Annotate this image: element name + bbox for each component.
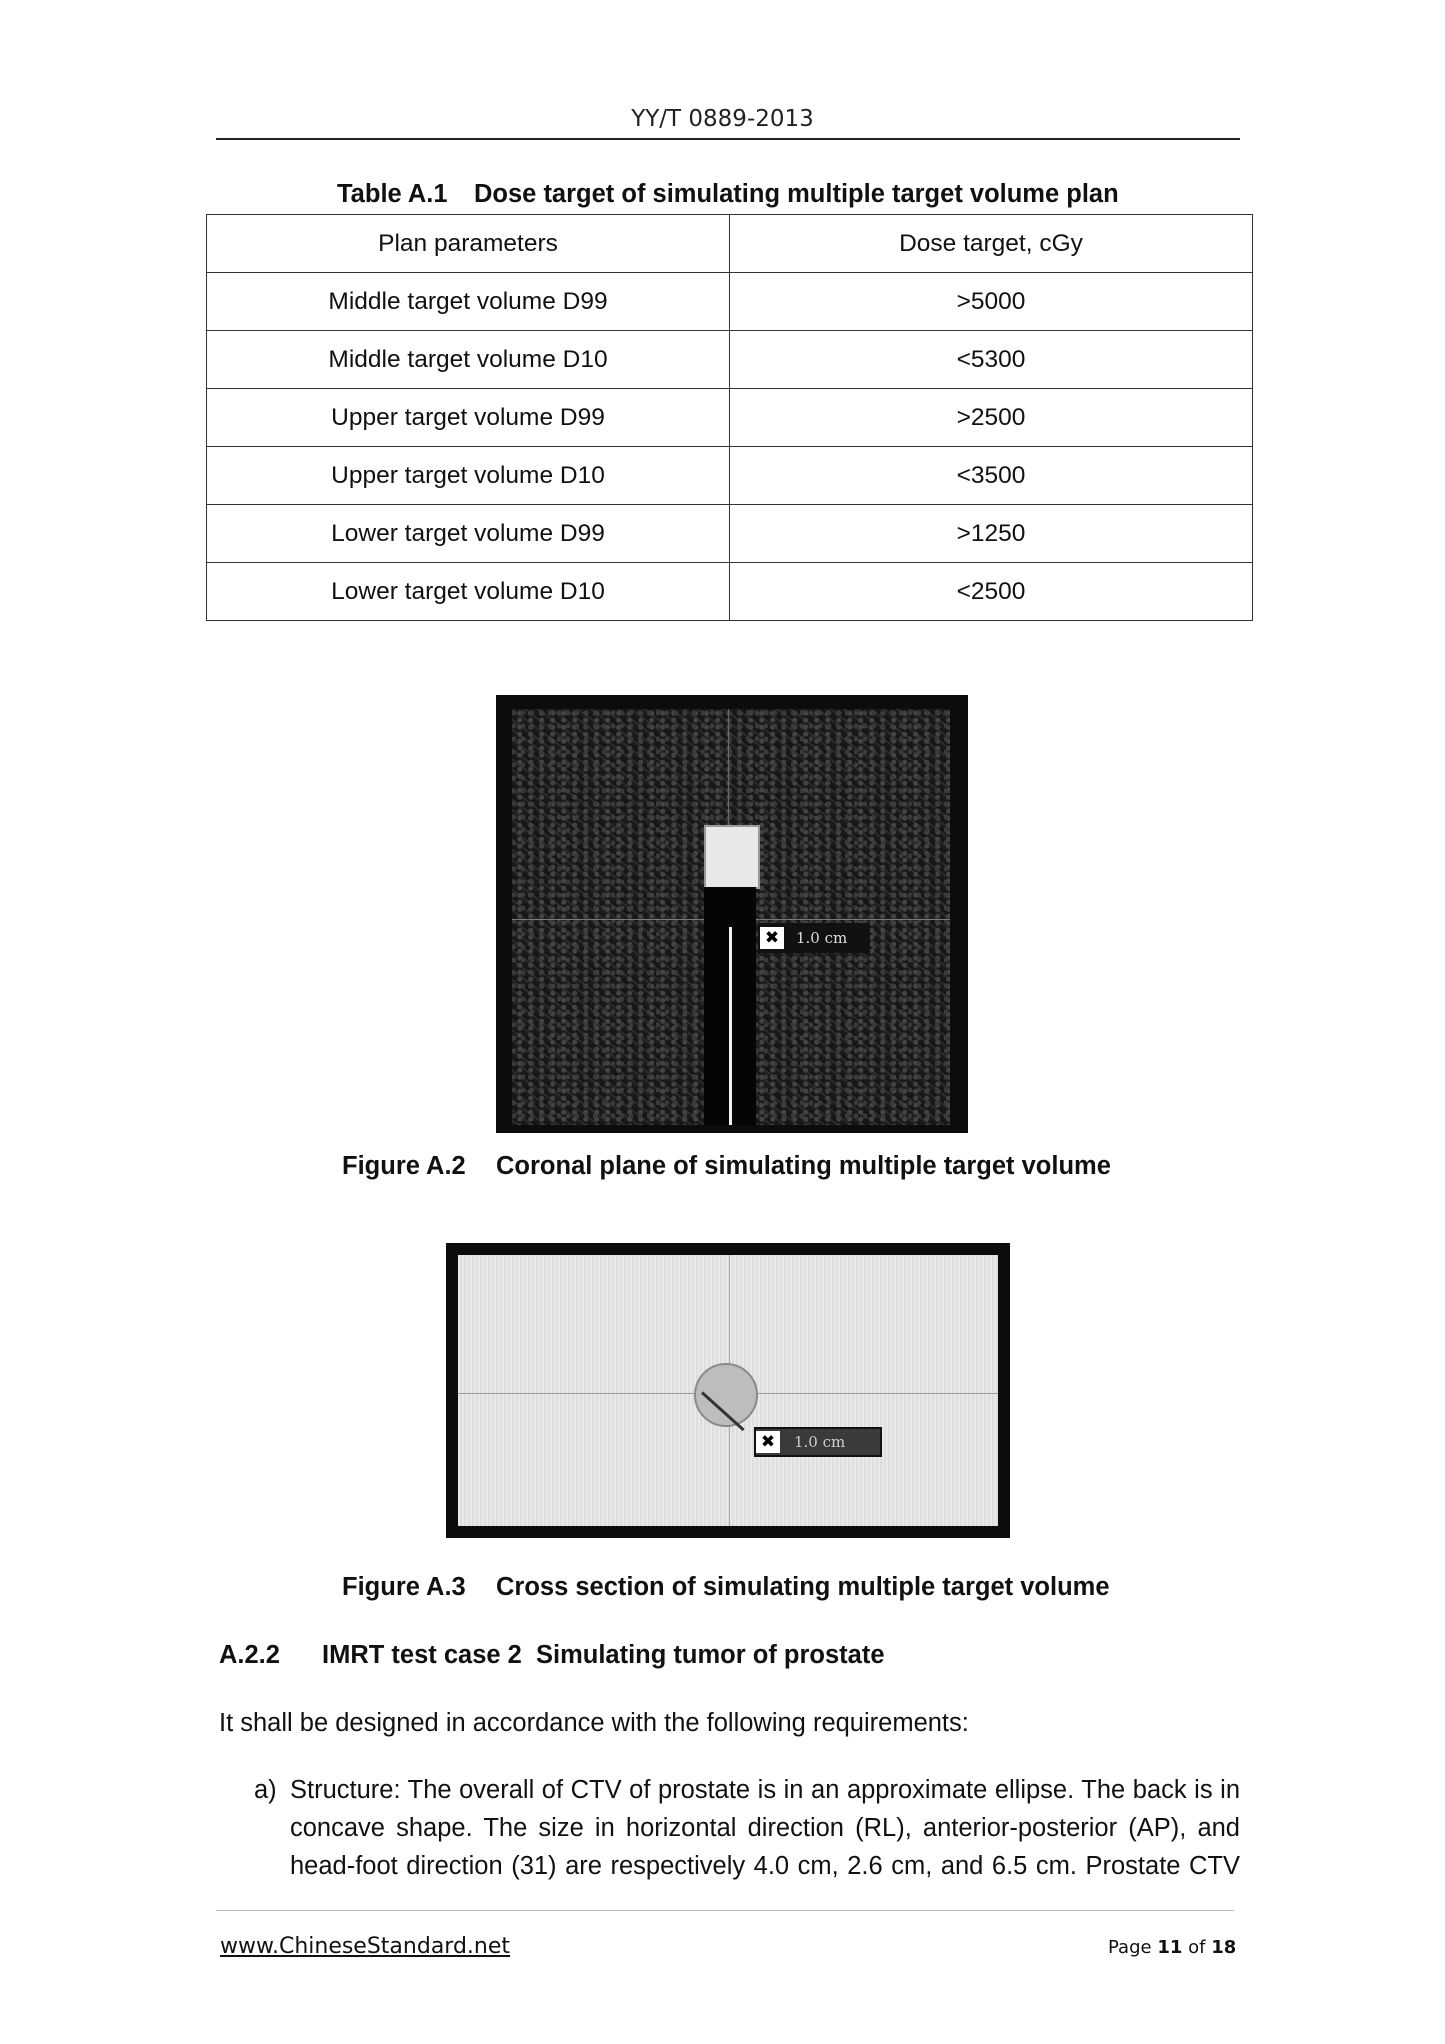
figure-a3-title: Cross section of simulating multiple target volume: [496, 1573, 1110, 1601]
section-number: A.2.2: [219, 1641, 280, 1669]
page-prefix: Page: [1108, 1937, 1152, 1958]
dose-target-cell: <3500: [730, 447, 1253, 505]
dose-target-cell: >2500: [730, 389, 1253, 447]
table-row: [207, 389, 1253, 447]
table-row: [207, 505, 1253, 563]
standard-code-header: YY/T 0889-2013: [631, 106, 814, 132]
dose-target-cell: <2500: [730, 563, 1253, 621]
scale-indicator: [754, 1427, 882, 1457]
close-icon: ✖: [756, 1431, 780, 1453]
table-caption-title: Dose target of simulating multiple target volume plan: [474, 180, 1119, 208]
measurement-line: [729, 927, 732, 1125]
table-row: [207, 273, 1253, 331]
figure-a2-title: Coronal plane of simulating multiple target volume: [496, 1152, 1111, 1180]
table-row: [207, 447, 1253, 505]
dose-target-cell: >5000: [730, 273, 1253, 331]
table-header-row: [207, 215, 1253, 273]
footer-rule: [216, 1910, 1234, 1911]
table-row: [207, 563, 1253, 621]
table-row: [207, 331, 1253, 389]
middle-target-volume: [704, 825, 760, 889]
column-header-plan-parameters: Plan parameters: [207, 215, 730, 273]
list-item-marker: a): [254, 1776, 277, 1804]
dose-target-cell: >1250: [730, 505, 1253, 563]
plan-parameter-cell: Middle target volume D10: [207, 331, 730, 389]
close-icon: ✖: [760, 927, 784, 949]
list-item-a-line-2: concave shape. The size in horizontal direction (RL), anterior-posterior (AP), and: [290, 1814, 1240, 1842]
coronal-plane-figure: [496, 695, 968, 1133]
column-header-dose-target: Dose target, cGy: [730, 215, 1253, 273]
page-total: 18: [1211, 1937, 1237, 1958]
figure-a3-number: Figure A.3: [342, 1573, 466, 1601]
figure-a2-number: Figure A.2: [342, 1152, 466, 1180]
scale-label: 1.0 cm: [794, 1433, 846, 1451]
dose-target-table: [206, 214, 1253, 621]
plan-parameter-cell: Middle target volume D99: [207, 273, 730, 331]
table-caption-number: Table A.1: [337, 180, 448, 208]
page-of: of: [1188, 1937, 1206, 1958]
list-item-a-line-3: head-foot direction (31) are respectively 4.0 cm, 2.6 cm, and 6.5 cm. Prostate CTV: [290, 1852, 1240, 1880]
scale-indicator: [758, 923, 870, 953]
header-rule: [216, 138, 1240, 140]
page-indicator: [1108, 1937, 1236, 1958]
page-current: 11: [1157, 1937, 1183, 1958]
list-item-a-line-1: Structure: The overall of CTV of prostate is in an approximate ellipse. The back is in: [290, 1776, 1240, 1804]
plan-parameter-cell: Upper target volume D10: [207, 447, 730, 505]
website-link[interactable]: www.ChineseStandard.net: [220, 1934, 511, 1959]
scale-label: 1.0 cm: [796, 929, 848, 947]
section-title: IMRT test case 2 Simulating tumor of prostate: [322, 1641, 885, 1669]
plan-parameter-cell: Lower target volume D99: [207, 505, 730, 563]
plan-parameter-cell: Upper target volume D99: [207, 389, 730, 447]
plan-parameter-cell: Lower target volume D10: [207, 563, 730, 621]
dose-target-cell: <5300: [730, 331, 1253, 389]
intro-paragraph: It shall be designed in accordance with the following requirements:: [219, 1709, 969, 1737]
cross-section-figure: [446, 1243, 1010, 1538]
